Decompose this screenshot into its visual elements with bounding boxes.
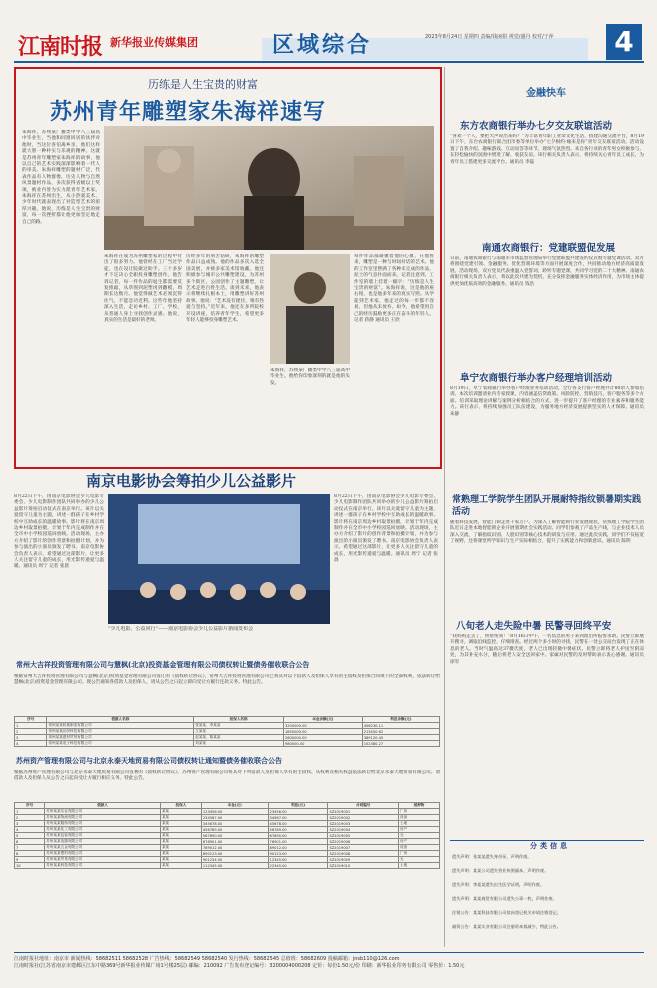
table-cell: 23456.00 [268,809,328,815]
table-cell: 980000.00 [283,741,362,747]
table-cell: SZ2019009 [328,857,399,863]
table-cell: 常州某某建材贸易有限公司 [47,735,194,741]
table-cell: SZ2019010 [328,863,399,869]
announcement-2-title: 苏州资产管理有限公司与北京永泰天地贸易有限公司债权转让通知暨债务催收联合公告 [16,757,282,765]
article-dongtai-text: “喜欢一个人，要把大声说出来吗？”为丰富青年职工业余文化生活，搭建沟通交流平台，8月19日下午，东台农商银行联合团市委等单位举办“七夕相约·缘来是你”青年交友联谊活动。活动设置了自我介绍、趣味游戏、互动问答等环节，现场气氛热烈。来自各行业的青年男女积极参与，在轻松愉快的氛围中增进了解、收获友谊。该行相关负责人表示，将持续关心青年员工成长，为青年员工搭建更多交流平台。通讯员 李磊 [450,134,644,165]
feature-photo [104,126,434,250]
film-event-photo [108,494,330,624]
feature-col-1: 朱海祥，苏州某广播类中学八三届高中毕业生，当他和同窗同居的伙伴对他时，当这位喜伯离乡亲，他们这样就大胆一种朴实与乐观的精神。这就是苏州青年雕塑家朱海祥的故事，他以自己的艺术实践深深影响着一代人的审美。朱海祥雕塑的题材广泛，代表作品有人物群像、历史人物与自然风景题材作品，多次获得省级以上奖项，被业内誉为实力派青年艺术家。朱海祥在苏州出生，从小热爱美术，少年时代就表现出了对造型艺术的浓厚兴趣。他说，历练是人生宝贵的财富，每一次挫折都让他更加坚定地走自己的路。 [22,130,100,225]
table-cell: 苏州某某实业有限公司 [45,809,161,815]
table-cell: SZ2019002 [328,815,399,821]
table-cell: 土地 [399,821,440,827]
table-cell: 213450.62 [362,729,439,735]
table-header-cell: 利息(元) [268,803,328,809]
classified-item: 遗失声明：某某商贸有限公司遗失公章一枚，声明作废。 [452,896,557,901]
table-cell: 某某 [160,845,201,851]
table-cell: 某某 [160,839,201,845]
sculpture-photo-image [104,126,434,250]
film-sign-caption: “少儿电影，公益同行”——南京电影协会少儿公益影片新闻发布会 [108,626,254,632]
header-rule [14,61,644,63]
table-header-cell: 本金(元) [201,803,268,809]
article-funing-text: 8月19日，阜宁农商银行举办客户经理业务培训活动，全行各支行客户经理共计80余人参加培训。本次培训邀请业内专家授课，内容涵盖信贷政策、风险防控、营销技巧、客户服务等多个方面。培训采取理论讲解与案例分析相结合的方式，进一步提升了客户经理的专业素养和服务能力。该行表示，将持续加强员工队伍建设，为服务地方经济发展提供坚实的人才保障。通讯员 朱静 [450,386,644,417]
table-header-cell: 合同编号 [328,803,399,809]
table-cell: SZ2019001 [328,809,399,815]
article-changshu-title: 常熟理工学院学生团队开展耐特指纹锁暑期实践活动 [452,495,642,517]
table-cell: 567890.00 [201,833,268,839]
table-cell: 某某 [160,833,201,839]
table-cell: 无 [399,857,440,863]
table-cell: 常州某某纺织科技有限公司 [47,729,194,735]
table-cell: 苏州某某物流有限公司 [45,815,161,821]
article-changshu-text: 随着科技发展，智能门锁走进千家万户。为深入了解智能锁行业发展现状，常熟理工学院学生团队近日走进本地智能锁企业开展暑期社会实践活动。同学们参观了产品生产线，与企业技术人员深入交流，了解指纹识别、人脸识别等核心技术的研发与应用。通过此次实践，同学们不仅拓宽了视野，还将课堂所学知识与生产实际相结合，提升了实践能力和创新意识。通讯员 陈明 [450,520,644,545]
table-cell: 苏州某某贸易有限公司 [45,857,161,863]
group-name: 新华报业传媒集团 [110,36,198,49]
table-cell: 设备 [399,815,440,821]
classified-item: 遗失声明：张某某遗失身份证，声明作废。 [452,854,532,859]
table-cell: 345678.00 [201,821,268,827]
table-cell: 8 [15,851,45,857]
table-cell: 456230.11 [362,723,439,729]
feature-kicker: 历练是人生宝贵的财富 [148,78,258,91]
table-cell: 5 [15,833,45,839]
table-cell: 234567.00 [201,815,268,821]
table-cell: 90123.00 [268,851,328,857]
table-header-cell: 借款人 [45,803,161,809]
table-cell: 2 [15,729,47,735]
table-cell: 7 [15,845,45,851]
announcement-1-text: 根据常州大吉祥投资管理有限公司与慧枫(北京)投资基金管理有限公司签订的《债权转让协议》，常州大吉祥投资管理有限公司已将其对以下借款人及担保人享有的主债权及担保合同项下的全部权利，依法转让给慧枫(北京)投资基金管理有限公司。现公告通知各借款人及担保人，请从公告之日起立即向受让方履行还款义务。特此公告。 [14,674,440,686]
table-cell: 某某 [160,809,201,815]
film-text-right: 8月22日下午，由南京电影协会少儿电影专委会、少儿电影制作团队共同举办的少儿公益影片筹拍启动仪式在南京举行。该片以关爱留守儿童为主题，讲述一群孩子在乡村学校中互助成长的温暖故事。影片将在南京周边乡村取景拍摄，计划于年内完成制作并在全市中小学校园巡回放映。活动现场，主办方介绍了影片的创作背景和拍摄计划，并为参与演出的小演员颁发了聘书。南京电影协会负责人表示，希望通过这部影片，让更多人关注留守儿童的成长，用光影传递爱与温暖。通讯员 周宁 记者 张晨 [334,494,438,564]
announcement-1-title: 常州大吉祥投资管理有限公司与慧枫(北京)投资基金管理有限公司债权转让暨债务催收联合公告 [16,661,310,669]
table-cell: 苏州某某五金有限公司 [45,845,161,851]
table-cell: 常州某某电子科技有限公司 [47,741,194,747]
classified-item: 减资公告：某某实业有限公司注册资本拟减少，特此公告。 [452,924,561,929]
table-row [15,741,440,747]
section-title: 区域综合 [272,33,373,58]
announcement-1-table [14,716,440,747]
table-cell: 45678.00 [268,821,328,827]
table-header-cell: 本金余额(元) [283,717,362,723]
table-cell: 某某 [160,821,201,827]
table-header-cell: 序号 [15,717,47,723]
newspaper-logo: 江南时报 [18,34,103,60]
film-headline: 南京电影协会筹拍少儿公益影片 [86,472,297,490]
artist-photo [270,254,350,364]
feature-col-4: 每件作品都凝聚着他的心血，在他看来，雕塑是一种与时间对话的艺术。他的工作室里摆满了各种未完成的作品，泥土的气息扑面而来。记者注意到，工作室的墙上挂着一幅字：“历练是人生宝贵的财富”。朱海祥说，这是他的座右铭，也是他多年来的真实写照。从学徒到艺术家，他走过的每一步都不容易，但他从未放弃。如今，他希望用自己的经历鼓励更多正在奋斗的年轻人。记者 蒋静 通讯员 王欣 [354,254,434,324]
table-cell: 厂房 [399,809,440,815]
artist-portrait-image [270,254,350,364]
table-cell: 无 [399,833,440,839]
table-cell: 2600000.00 [283,735,362,741]
table-cell: 56789.00 [268,827,328,833]
table-cell: 苏州某某塑料有限公司 [45,851,161,857]
table-cell: 389120.45 [362,735,439,741]
table-cell: 王某某 [194,729,284,735]
table-cell: 456789.00 [201,827,268,833]
table-cell: 苏州某某化工有限公司 [45,827,161,833]
table-cell: 苏州某某科技有限公司 [45,863,161,869]
table-cell: 某某 [160,857,201,863]
table-cell: 1850000.00 [283,729,362,735]
table-cell: 901234.00 [201,857,268,863]
dateline: 2023年8月24日 星期四 责编/钱丽娟 视觉/盛丹 校对/于萍 [425,34,554,40]
classified-item: 遗失声明：李某某遗失出生医学证明，声明作废。 [452,882,545,887]
table-cell: 土地 [399,863,440,869]
table-cell: SZ2019003 [328,821,399,827]
table-cell: 某某 [160,863,201,869]
right-column-divider [444,67,445,947]
table-cell: 3 [15,735,47,741]
feature-col-4b: 朱海祥，苏州某广播类中学八三届高中毕业生。他给你印象深刻的就是他的头发。 [270,368,350,386]
finance-section-label: 金融快车 [526,88,566,99]
table-cell: 890123.00 [201,851,268,857]
feature-col-2: 朱海祥在成为苏州雕塑家的过程中付出了很多努力。他曾经在工厂当过学徒，也在设计院做过助手。三十多岁才下定决心全职投身雕塑创作。他告诉记者，每一件作品的诞生都需要反复推敲，从草图到泥塑再到翻模，周期长达数月。他觉得做艺术必须沉得住气，不能急功近利。这些年他坚持深入生活，走访乡村、工厂、学校，从普通人身上寻找创作灵感。他说，真实的生活是最好的老师。 [104,254,182,324]
film-text-left: 8月22日下午，由南京电影协会少儿电影专委会、少儿电影制作团队共同举办的少儿公益影片筹拍启动仪式在南京举行。该片以关爱留守儿童为主题，讲述一群孩子在乡村学校中互助成长的温暖故事。影片将在南京周边乡村取景拍摄，计划于年内完成制作并在全市中小学校园巡回放映。活动现场，主办方介绍了影片的创作背景和拍摄计划，并为参与演出的小演员颁发了聘书。南京电影协会负责人表示，希望通过这部影片，让更多人关注留守儿童的成长，用光影传递爱与温暖。通讯员 周宁 记者 张晨 [14,494,104,570]
table-cell: 某某 [160,851,201,857]
table-cell: SZ2019004 [328,827,399,833]
table-cell: 123456.00 [201,809,268,815]
table-cell: 房产 [399,839,440,845]
table-cell: 张某某、李某某 [194,723,284,729]
page-number: 4 [606,24,642,60]
table-cell: 厂房 [399,851,440,857]
article-lost-elder-text: “我妈妈走丢了，快帮帮我！”8月16日中午，一名焦急的男子来到派出所报警求助。民警立即展开搜寻，调取沿线监控，仔细排查。经过两个多小时的寻找，民警在一处公交站台发现了正在休息的老人。当时气温高达37摄氏度，老人已出现轻微中暑症状。民警立即将老人护送至阴凉处，为其补充水分，随后将老人安全送回家中。家属对民警的及时帮助表示衷心感谢。通讯员 徐军 [450,634,644,665]
classified-item: 遗失声明：某某公司遗失营业执照副本，声明作废。 [452,868,549,873]
announcement-2-table [14,802,440,869]
table-cell: 678901.00 [201,839,268,845]
table-cell: SZ2019007 [328,845,399,851]
table-cell: 房产 [399,827,440,833]
table-header-cell: 借款人名称 [47,717,194,723]
table-cell: 常州某某机械制造有限公司 [47,723,194,729]
table-cell: 112345.00 [201,863,268,869]
footer-line-1: 江南时报社地址：南京市 新闻热线：58682511 58682528 广告热线：58682549 58682540 发行热线：58682545 总值班：58682609 投稿邮箱：jnsb110@126.com [14,956,400,962]
table-cell: 22345.00 [268,863,328,869]
table-cell: 4 [15,741,47,747]
article-dongtai-title: 东方农商银行举办七夕交友联谊活动 [460,121,613,132]
footer [14,955,644,969]
table-cell: 苏州某某电器有限公司 [45,839,161,845]
table-cell: 苏州某某服饰有限公司 [45,821,161,827]
table-header-cell: 利息余额(元) [362,717,439,723]
table-header-cell: 抵押物 [399,803,440,809]
announcement-2-text: 根据苏州资产管理有限公司与北京永泰天地贸易有限公司签署的《债权转让协议》，苏州资产管理有限公司将其对下列借款人及担保人享有的主债权、从权利及相关权益依法转让给北京永泰天地贸易有限公司。请借款人及担保人从公告之日起向受让方履行相应义务。特此公告。 [14,770,440,782]
table-cell: 1 [15,809,45,815]
table-header-cell: 担保人名称 [194,717,284,723]
table-cell: 3200000.00 [283,723,362,729]
table-cell: 6 [15,839,45,845]
table-header-cell: 担保人 [160,803,201,809]
feature-headline: 苏州青年雕塑家朱海祥速写 [50,100,327,125]
classified-item: 注销公告：某某科技有限公司拟向登记机关申请注销登记。 [452,910,561,915]
table-cell: 4 [15,827,45,833]
table-cell: 102380.27 [362,741,439,747]
table-row [15,863,440,869]
table-cell: SZ2019008 [328,851,399,857]
film-event-image [108,494,330,624]
table-cell: 3 [15,821,45,827]
masthead [0,0,657,60]
article-nantong-text: 日前，南通农商银行与南通市市场监督管理局举行党建联盟共建签约仪式暨专题党课活动。双方将围绕党建引领、金融服务、优化营商环境等方面开展深度合作，共同推动地方经济高质量发展。活动现场，双方党员代表重温入党誓词，聆听专题党课，共同学习党的二十大精神。南通农商银行相关负责人表示，将以此次共建为契机，充分发挥金融服务实体经济作用，为市场主体提供更加优质高效的金融服务。通讯员 钱浩 [450,256,644,287]
classified-title: 分类信息 [530,842,570,850]
footer-rule [14,952,644,953]
table-cell: 某某 [160,827,201,833]
footer-line-2: 江南时报社(江苏省南京市建邺区江东中路369号新华报业传媒广场1号楼25层) 邮编：210092 广告发布登记编号：3200004000208 定价：每份1.50元/份 印刷：新华报业印务有限公司 零售价：1.50元 [14,963,465,969]
table-cell: 9 [15,857,45,863]
table-cell: 苏州某某包装有限公司 [45,833,161,839]
table-cell: 10 [15,863,45,869]
table-cell: 刘某某 [194,741,284,747]
table-cell: SZ2019005 [328,833,399,839]
table-cell: 34567.00 [268,815,328,821]
article-nantong-title: 南通农商银行：党建联盟促发展 [482,243,616,254]
table-cell: 89012.00 [268,845,328,851]
table-cell: 2 [15,815,45,821]
table-cell: 12345.00 [268,857,328,863]
table-cell: SZ2019006 [328,839,399,845]
table-header-cell: 序号 [15,803,45,809]
table-cell: 78901.00 [268,839,328,845]
table-cell: 67890.00 [268,833,328,839]
table-cell: 1 [15,723,47,729]
table-cell: 设备 [399,845,440,851]
article-funing-title: 阜宁农商银行举办客户经理培训活动 [460,373,613,384]
table-cell: 789012.00 [201,845,268,851]
feature-col-3: 历经多年的刻苦钻研，朱海祥的雕塑作品日益成熟。他的作品多次入选全国美展，并被多家美术馆收藏。他还积极参与城市公共雕塑建设，为苏州多个街区、公园创作了主题雕塑，让艺术走进百姓生活。谈到未来，他表示将继续扎根本土，用雕塑讲好苏州故事。他说：“艺术没有捷径，唯有热爱与坚持。”近年来，他还在多所院校开设讲座，培养青年学生，希望更多年轻人能够投身雕塑艺术。 [186,254,264,324]
table-cell: 赵某某、陈某某 [194,735,284,741]
table-cell: 某某 [160,815,201,821]
article-lost-elder-title: 八旬老人走失险中暑 民警寻回终平安 [456,621,612,632]
